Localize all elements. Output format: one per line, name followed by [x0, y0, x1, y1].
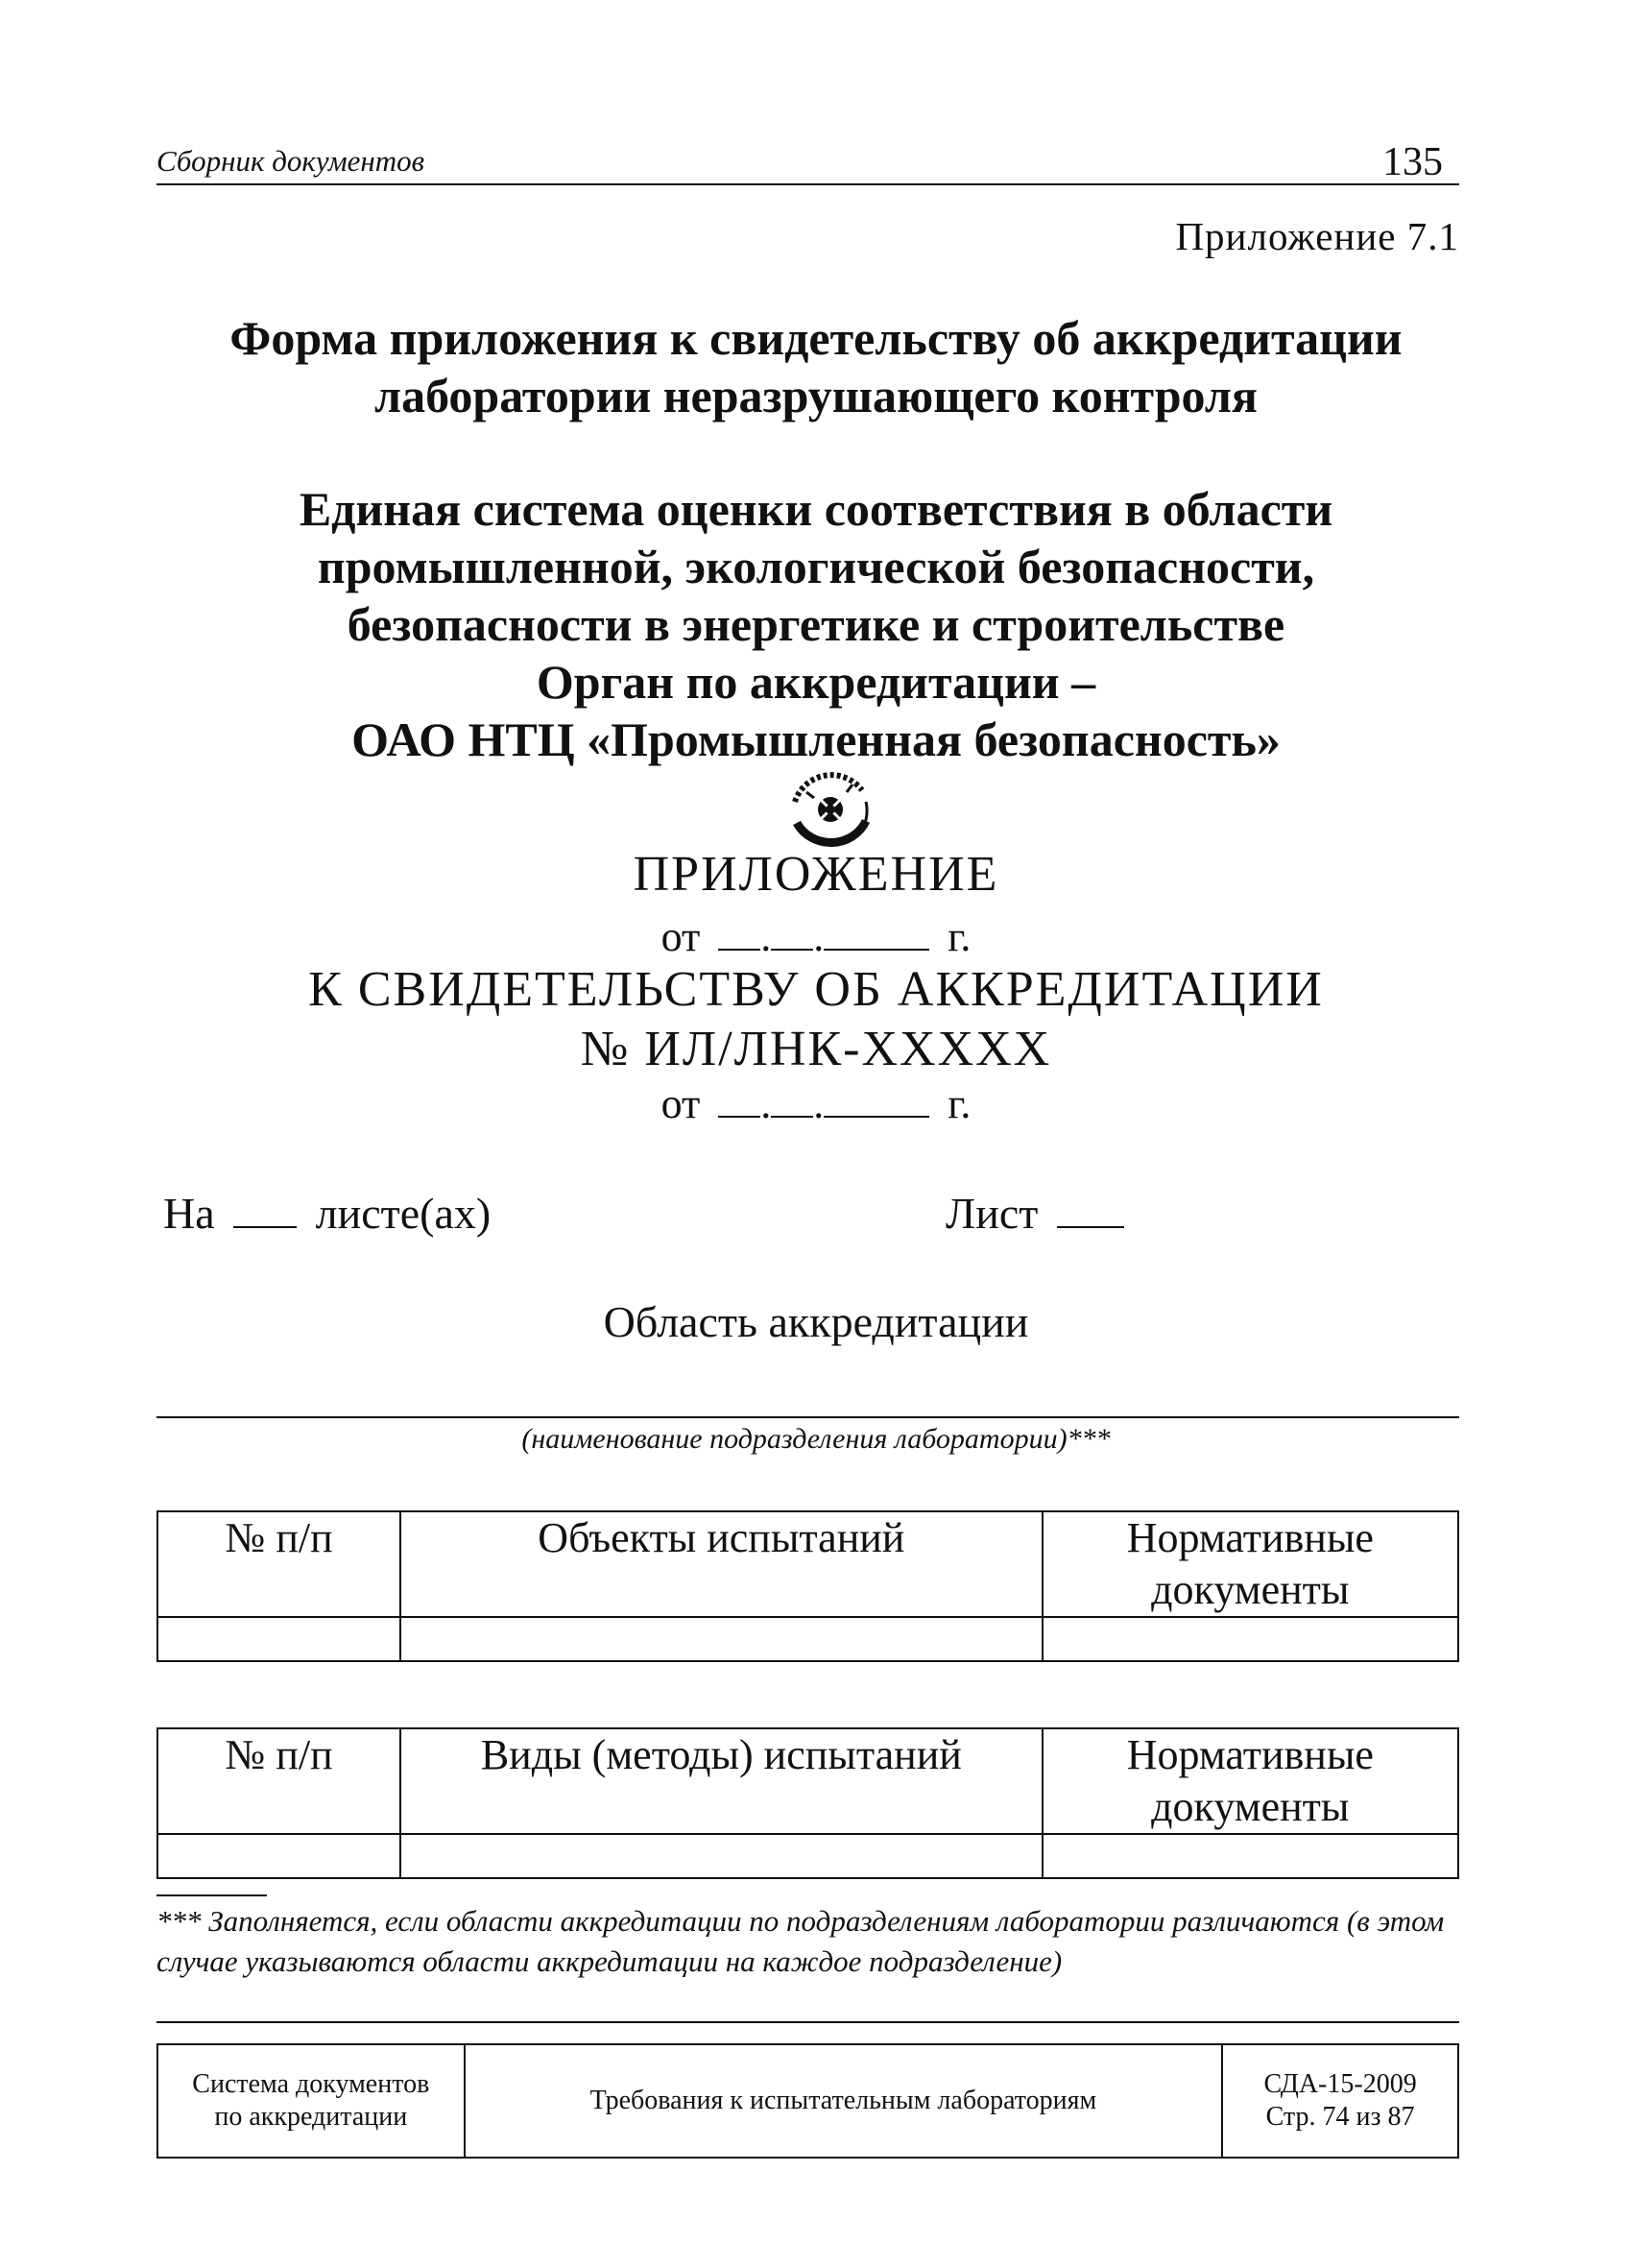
footer-code: СДА-15-2009 [1263, 2069, 1417, 2099]
table-cell [157, 1617, 400, 1661]
table-cell [400, 1617, 1043, 1661]
table-row [157, 1617, 1458, 1661]
form-title-line: лаборатории неразрушающего контроля [374, 369, 1258, 422]
header-divider [156, 183, 1459, 185]
date-month-blank [771, 910, 813, 951]
appendix-date-line [0, 910, 1632, 963]
form-title [0, 309, 1632, 424]
table-cell [1043, 1617, 1458, 1661]
column-header: Объекты испытаний [400, 1511, 1043, 1617]
sheet-number-label: Лист [946, 1189, 1039, 1238]
table-cell [1043, 1834, 1458, 1878]
footer-system-line: Система документов [192, 2069, 430, 2099]
date-separator-icon: . [760, 913, 772, 960]
column-header: Нормативные документы [1043, 1511, 1458, 1617]
header-collection: Сборник документов [156, 144, 425, 178]
date-year-blank [824, 1077, 929, 1118]
column-header: № п/п [157, 1511, 400, 1617]
appendix-heading: ПРИЛОЖЕНИЕ [633, 847, 999, 902]
unit-name-caption: (наименование подразделения лаборатории)*** [521, 1423, 1111, 1455]
sheet-count-prefix: На [163, 1189, 215, 1238]
table-cell [400, 1834, 1043, 1878]
table-row [157, 1834, 1458, 1878]
footer-divider [156, 2021, 1459, 2023]
appendix-label: Приложение 7.1 [1175, 214, 1459, 258]
sheet-count-blank [233, 1188, 297, 1228]
system-title-line: ОАО НТЦ «Промышленная безопасность» [351, 712, 1281, 766]
date-prefix: от [660, 1080, 701, 1127]
form-title-line: Форма приложения к свидетельству об аккредитации [229, 311, 1403, 365]
objects-table [156, 1510, 1459, 1662]
table-header-row [157, 1728, 1458, 1834]
sheet-number-line [946, 1188, 1124, 1239]
system-title-line: Единая система оценки соответствия в области [299, 482, 1333, 536]
page-number: 135 [1382, 140, 1443, 184]
footer-document-title: Требования к испытательным лабораториям [465, 2044, 1223, 2158]
footer-document-code [1222, 2044, 1458, 2158]
system-title-line: безопасности в энергетике и строительстве [347, 597, 1285, 651]
column-header: Виды (методы) испытаний [400, 1728, 1043, 1834]
table-cell [157, 1834, 400, 1878]
date-separator-icon: . [813, 1080, 825, 1127]
system-title [0, 480, 1632, 768]
date-year-blank [824, 910, 929, 951]
date-day-blank [718, 910, 760, 951]
date-separator-icon: . [813, 913, 825, 960]
methods-table [156, 1727, 1459, 1879]
certificate-number: № ИЛ/ЛНК-XXXXX [580, 1022, 1052, 1076]
date-prefix: от [660, 913, 701, 960]
column-header: № п/п [157, 1728, 400, 1834]
date-day-blank [718, 1077, 760, 1118]
footer-row [157, 2044, 1458, 2158]
unit-name-line [156, 1416, 1459, 1418]
sheet-count-line [163, 1188, 491, 1239]
date-separator-icon: . [760, 1080, 772, 1127]
table-header-row [157, 1511, 1458, 1617]
date-month-blank [771, 1077, 813, 1118]
footer-system-line: по аккредитации [214, 2102, 408, 2132]
sheet-count-suffix: листе(ах) [315, 1189, 492, 1238]
footnote-divider [156, 1894, 267, 1896]
footer-table [156, 2043, 1459, 2159]
system-title-line: промышленной, экологической безопасности, [317, 540, 1315, 593]
date-suffix: г. [948, 1080, 972, 1127]
footer-page: Стр. 74 из 87 [1265, 2102, 1415, 2132]
footer-system [157, 2044, 465, 2158]
scope-heading: Область аккредитации [603, 1297, 1029, 1346]
certificate-date-line [0, 1077, 1632, 1130]
date-suffix: г. [948, 913, 972, 960]
certificate-heading: К СВИДЕТЕЛЬСТВУ ОБ АККРЕДИТАЦИИ [308, 962, 1324, 1017]
column-header: Нормативные документы [1043, 1728, 1458, 1834]
footnote: *** Заполняется, если области аккредитации по подразделениям лаборатории различаются (в этом случае указываются области аккредитации на каждое подразделение) [156, 1904, 1445, 1978]
system-title-line: Орган по аккредитации – [536, 655, 1096, 709]
sheet-number-blank [1057, 1188, 1124, 1228]
